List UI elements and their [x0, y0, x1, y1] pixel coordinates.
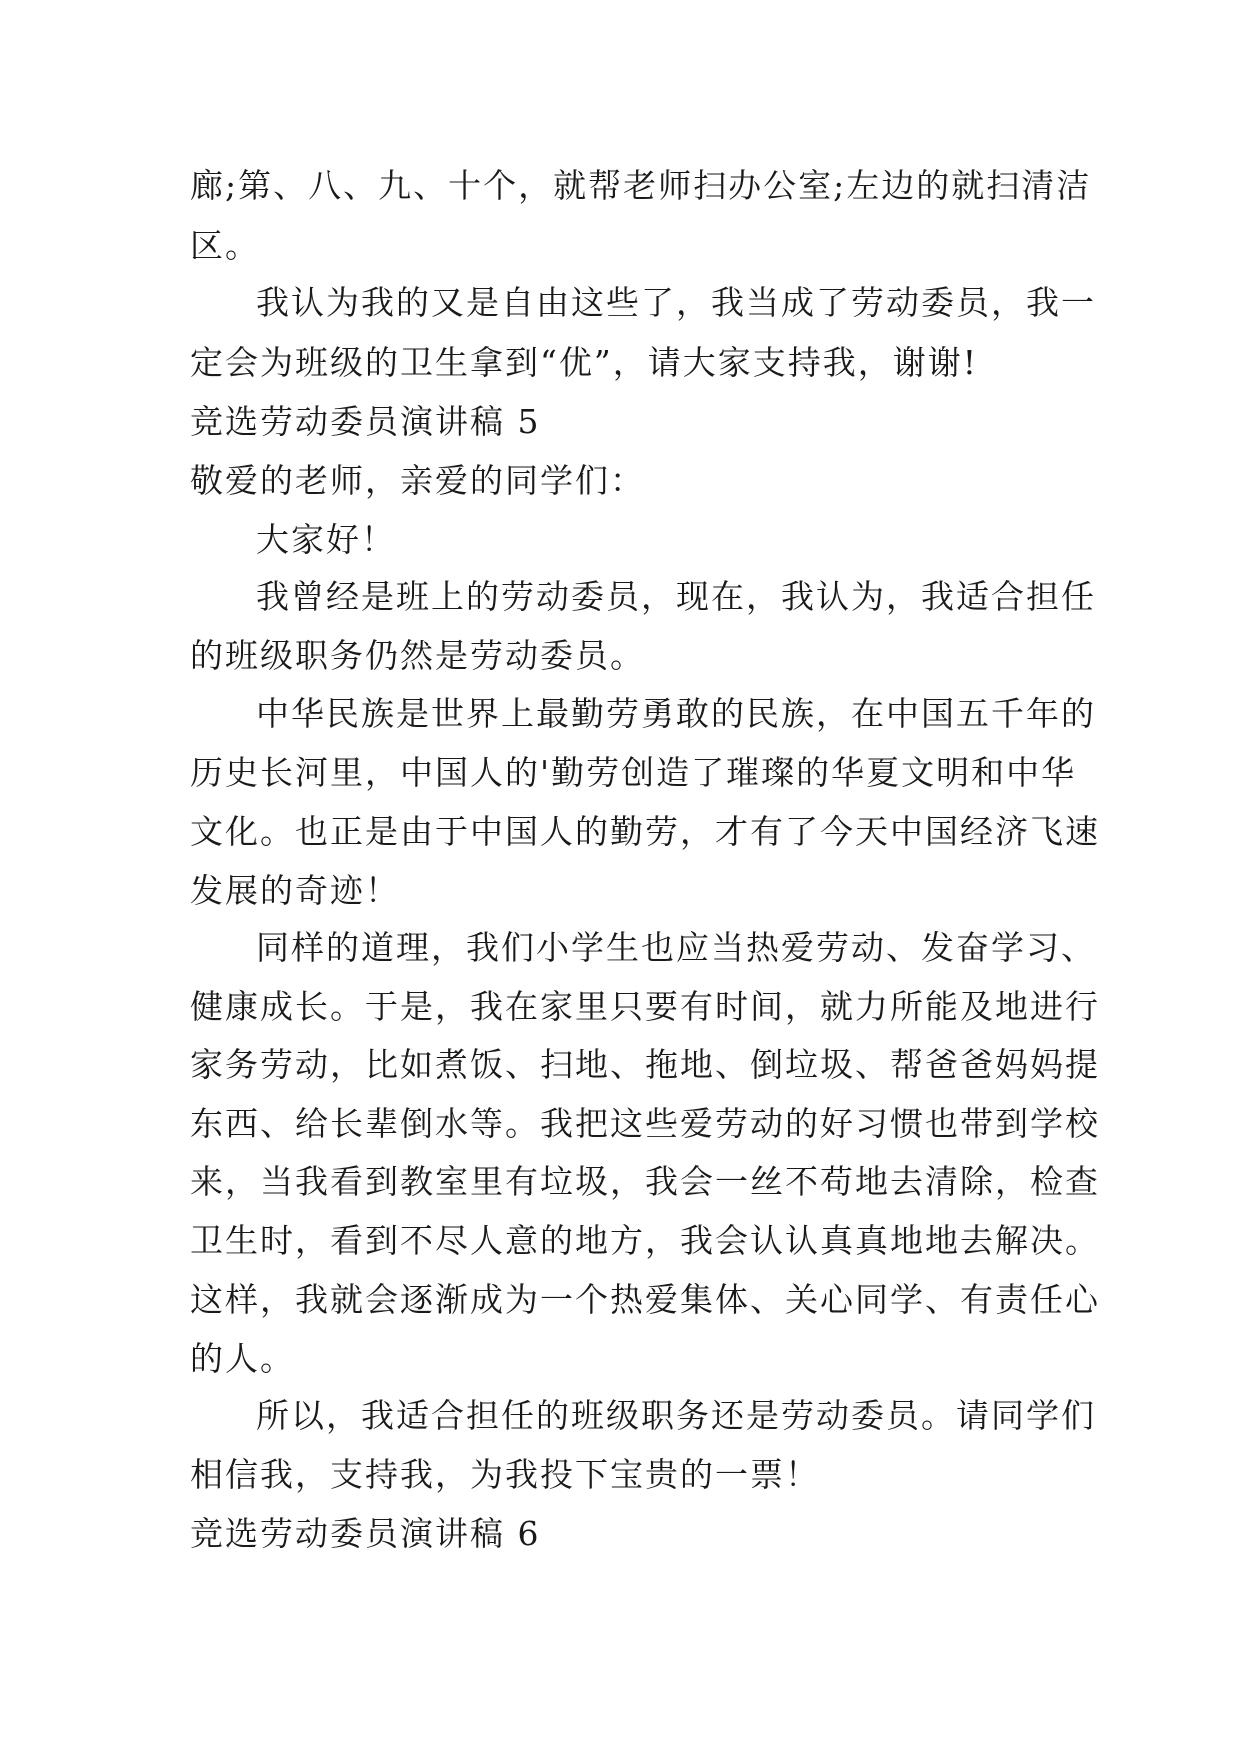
- salutation: 敬爱的老师，亲爱的同学们：: [190, 461, 645, 500]
- paragraph-line: 的班级职务仍然是劳动委员。: [190, 636, 645, 675]
- section-heading: 竞选劳动委员演讲稿 6: [190, 1514, 541, 1553]
- paragraph-line: 文化。也正是由于中国人的勤劳，才有了今天中国经济飞速: [190, 812, 1100, 851]
- paragraph-line: 东西、给长辈倒水等。我把这些爱劳动的好习惯也带到学校: [190, 1104, 1100, 1143]
- paragraph-line: 这样，我就会逐渐成为一个热爱集体、关心同学、有责任心: [190, 1280, 1100, 1319]
- paragraph-line: 廊;第、八、九、十个，就帮老师扫办公室;左边的就扫清洁: [190, 166, 1092, 205]
- paragraph-line: 同样的道理，我们小学生也应当热爱劳动、发奋学习、: [256, 928, 1096, 967]
- paragraph-line: 区。: [190, 226, 260, 265]
- paragraph-line: 相信我，支持我，为我投下宝贵的一票！: [190, 1455, 820, 1494]
- paragraph-line: 卫生时，看到不尽人意的地方，我会认认真真地地去解决。: [190, 1221, 1100, 1260]
- paragraph-line: 来，当我看到教室里有垃圾，我会一丝不苟地去清除，检查: [190, 1162, 1100, 1201]
- paragraph-line: 我曾经是班上的劳动委员，现在，我认为，我适合担任: [256, 577, 1096, 616]
- paragraph-line: 发展的奇迹！: [190, 871, 400, 910]
- section-heading: 竞选劳动委员演讲稿 5: [190, 402, 541, 441]
- paragraph-line: 我认为我的又是自由这些了，我当成了劳动委员，我一: [256, 283, 1096, 322]
- greeting: 大家好！: [256, 520, 396, 559]
- paragraph-line: 家务劳动，比如煮饭、扫地、拖地、倒垃圾、帮爸爸妈妈提: [190, 1045, 1100, 1084]
- paragraph-line: 所以，我适合担任的班级职务还是劳动委员。请同学们: [256, 1396, 1096, 1435]
- paragraph-line: 历史长河里，中国人的'勤劳创造了璀璨的华夏文明和中华: [190, 753, 1077, 792]
- paragraph-line: 的人。: [190, 1339, 295, 1378]
- paragraph-line: 中华民族是世界上最勤劳勇敢的民族，在中国五千年的: [256, 694, 1096, 733]
- paragraph-line: 定会为班级的卫生拿到“优”，请大家支持我，谢谢!: [190, 343, 979, 382]
- paragraph-line: 健康成长。于是，我在家里只要有时间，就力所能及地进行: [190, 987, 1100, 1026]
